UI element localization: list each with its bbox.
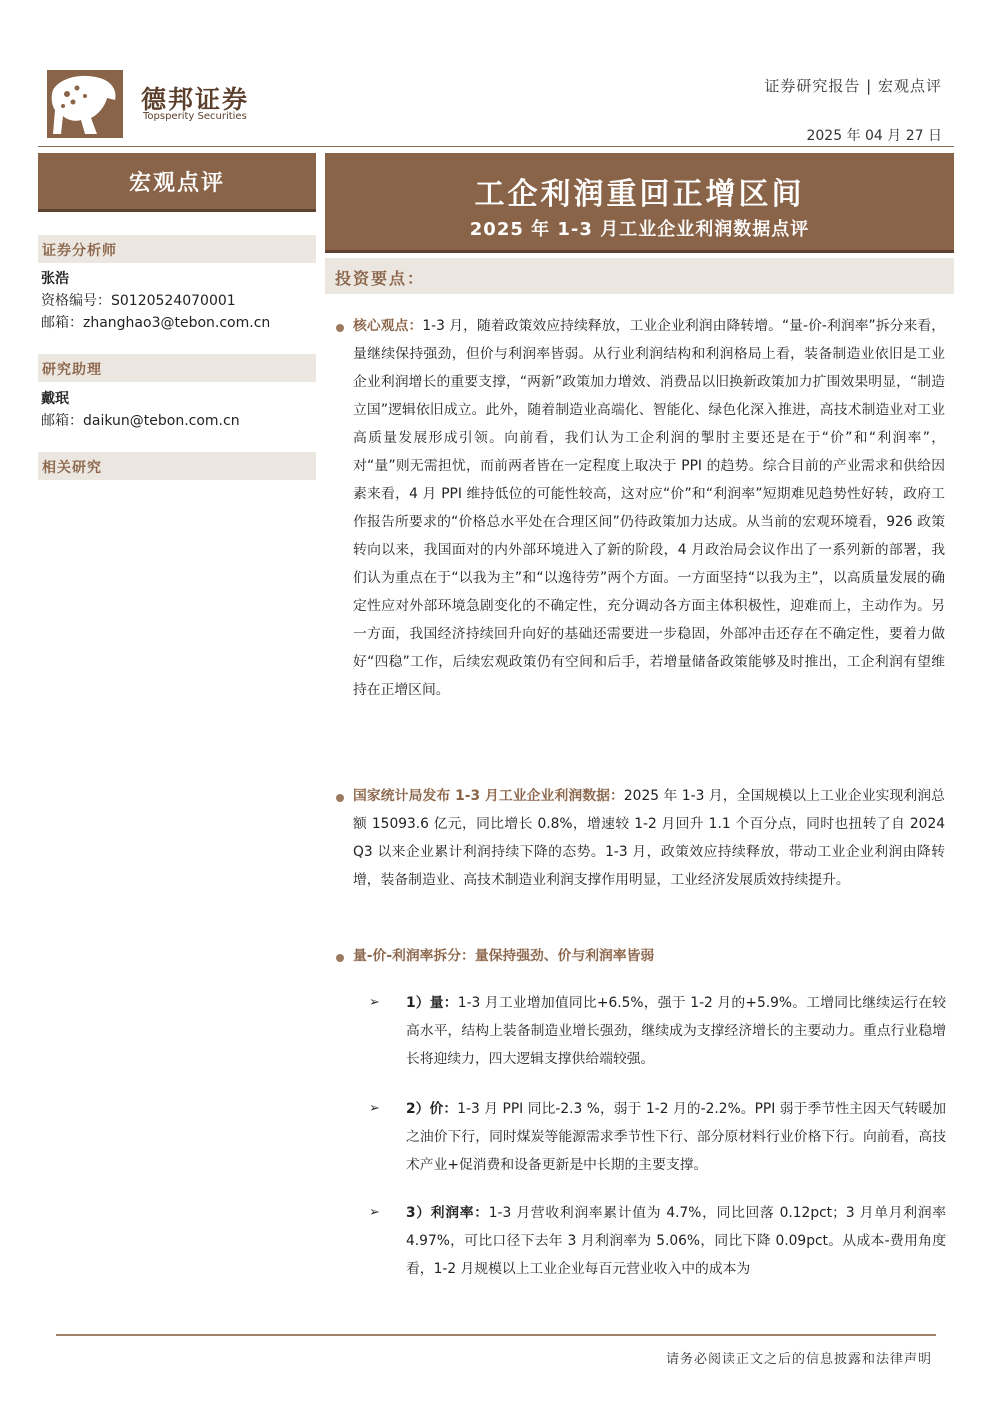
category-banner: 宏观点评 [38,153,316,212]
assistant-name: 戴珉 [41,391,69,407]
volume-label: 1）量： [406,995,458,1011]
related-section-head: 相关研究 [38,452,316,480]
price-paragraph [406,1095,946,1179]
breakdown-label: 量-价-利润率拆分：量保持强劲、价与利润率皆弱 [353,948,655,964]
core-view-label: 核心观点： [353,318,423,334]
footer-disclaimer[interactable]: 请务必阅读正文之后的信息披露和法律声明 [665,1352,932,1367]
core-view-paragraph [353,312,945,704]
margin-paragraph [406,1199,946,1283]
analyst-cert: 资格编号：S0120524070001 [41,293,236,309]
logo-english-name: Topsperity Securities [143,111,247,122]
bullet-dot [336,324,344,332]
arrow-bullet-icon: ➢ [369,1205,380,1220]
report-title: 工企利润重回正增区间 [474,177,805,212]
volume-text: 1-3 月工业增加值同比+6.5%，强于 1-2 月的+5.9%。工增同比继续运行在较高水平，结构上装备制造业增长强劲，继续成为支撑经济增长的主要动力。重点行业稳增长将迎续力，四大逻辑支撑供给端较强。 [406,995,946,1067]
report-date: 2025 年 04 月 27 日 [806,128,942,144]
nbs-label: 国家统计局发布 1-3 月工业企业利润数据： [353,788,624,804]
core-view-text: 1-3 月，随着政策效应持续释放，工业企业利润由降转增。“量-价-利润率”拆分来看，量继续保持强劲，但价与利润率皆弱。从行业利润结构和利润格局上看，装备制造业依旧是工业企业利润增长的重要支撑，“两新”政策加力增效、消费品以旧换新政策加力扩围效果明显，“制造立国”逻辑依旧成立。此外，随着制造业高端化、智能化、绿色化深入推进，高技术制造业对工业高质量发展形成引领。向前看，我们认为工企利润的掣肘主要还是在于“价”和“利润率”，对“量”则无需担忧，而前两者皆在一定程度上取决于 PPI 的趋势。综合目前的产业需求和供给因素来看，4 月 PPI 维持低位的可能性较高，这对应“价”和“利润率”短期难见趋势性好转，政府工作报告所要求的“价格总水平处在合理区间”仍待政策加力达成。从当前的宏观环境看，926 政策转向以来，我国面对的内外部环境进入了新的阶段，4 月政治局会议作出了一系列新的部署，我们认为重点在于“以我为主”和“以逸待劳”两个方面。一方面坚持“以我为主”，以高质量发展的确定性应对外部环境急剧变化的不确定性，充分调动各方面主体积极性，迎难而上，主动作为。另一方面，我国经济持续回升向好的基础还需要进一步稳固，外部冲击还存在不确定性，要着力做好“四稳”工作，后续宏观政策仍有空间和后手，若增量储备政策能够及时推出，工企利润有望维持在正增区间。 [353,318,946,698]
footer-divider [56,1334,936,1336]
arrow-bullet-icon: ➢ [369,995,380,1010]
nbs-paragraph [353,782,945,894]
logo-chinese-name: 德邦证券 [141,85,250,114]
report-subtitle: 2025 年 1-3 月工业企业利润数据点评 [469,219,810,240]
header-divider [38,146,954,147]
assistant-email[interactable]: 邮箱：daikun@tebon.com.cn [41,413,240,429]
margin-label: 3）利润率： [406,1205,489,1221]
bullet-dot [336,794,344,802]
price-text: 1-3 月 PPI 同比-2.3 %，弱于 1-2 月的-2.2%。PPI 弱于季节性主因天气转暖加之油价下行，同时煤炭等能源需求季节性下行、部分原材料行业价格下行。向前看，高技术产业+促消费和设备更新是中长期的主要支撑。 [406,1101,947,1173]
report-type: 证券研究报告 | 宏观点评 [764,77,942,95]
assistant-section-head: 研究助理 [38,354,316,382]
breakdown-heading [353,942,945,970]
margin-text: 1-3 月营收利润率累计值为 4.7%，同比回落 0.12pct；3 月单月利润率 4.97%，可比口径下去年 3 月利润率为 5.06%，同比下降 0.09pct。从成本-费用角度看，1-2 月规模以上工业企业每百元营业收入中的成本为 [406,1205,946,1277]
arrow-bullet-icon: ➢ [369,1101,380,1116]
analyst-email[interactable]: 邮箱：zhanghao3@tebon.com.cn [41,315,271,331]
title-banner [325,153,954,253]
bullet-dot [336,954,344,962]
points-head: 投资要点： [325,258,954,294]
analyst-section-head: 证券分析师 [38,235,316,263]
company-logo-icon [47,70,123,138]
nbs-text: 2025 年 1-3 月，全国规模以上工业企业实现利润总额 15093.6 亿元，同比增长 0.8%，增速较 1-2 月回升 1.1 个百分点，同时也扭转了自 2024 Q3 以来企业累计利润持续下降的态势。1-3 月，政策效应持续释放，带动工业企业利润由降转增，装备制造业、高技术制造业利润支撑作用明显，工业经济发展质效持续提升。 [353,788,945,888]
analyst-name: 张浩 [41,271,69,287]
volume-paragraph [406,989,946,1073]
price-label: 2）价： [406,1101,458,1117]
